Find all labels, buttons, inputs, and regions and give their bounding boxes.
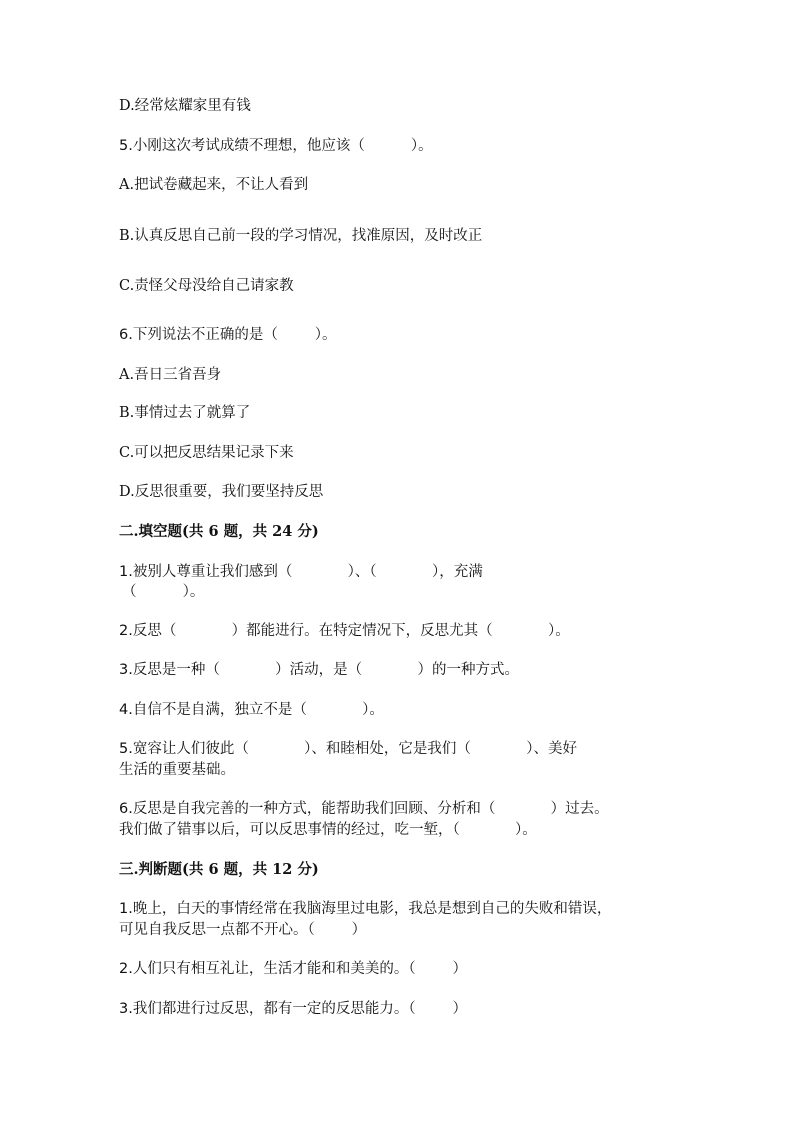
fill-item-1-line2: （ ）。 xyxy=(122,584,205,600)
fill-item-1-line1: 1.被别人尊重让我们感到（ ）、（ ），充满 xyxy=(119,564,483,580)
q4-option-d: D.经常炫耀家里有钱 xyxy=(119,98,251,114)
fill-item-3: 3.反思是一种（ ）活动，是（ ）的一种方式。 xyxy=(119,662,519,678)
section3-heading: 三.判断题(共 6 题，共 12 分) xyxy=(119,861,319,878)
q6-option-a: A.吾日三省吾身 xyxy=(119,367,222,383)
fill-item-6-line1: 6.反思是自我完善的一种方式，能帮助我们回顾、分析和（ ）过去。 xyxy=(119,801,609,817)
q5-option-b: B.认真反思自己前一段的学习情况，找准原因，及时改正 xyxy=(119,228,483,244)
section2-heading: 二.填空题(共 6 题，共 24 分) xyxy=(119,523,319,540)
fill-item-2: 2.反思（ ）都能进行。在特定情况下，反思尤其（ ）。 xyxy=(119,623,570,639)
fill-item-6-line2: 我们做了错事以后，可以反思事情的经过，吃一堑，（ ）。 xyxy=(119,822,537,838)
judge-item-1-line2: 可见自我反思一点都不开心。（ ） xyxy=(119,922,367,938)
q6-option-d: D.反思很重要，我们要坚持反思 xyxy=(119,484,324,500)
q6-option-c: C.可以把反思结果记录下来 xyxy=(119,445,294,461)
judge-item-2: 2.人们只有相互礼让，生活才能和和美美的。（ ） xyxy=(119,961,467,977)
judge-item-1-line1: 1.晚上，白天的事情经常在我脑海里过电影，我总是想到自己的失败和错误， xyxy=(119,901,612,917)
fill-item-5-line2: 生活的重要基础。 xyxy=(119,762,235,778)
q5-option-c: C.责怪父母没给自己请家教 xyxy=(119,278,294,294)
q6-option-b: B.事情过去了就算了 xyxy=(119,405,251,421)
judge-item-3: 3.我们都进行过反思，都有一定的反思能力。（ ） xyxy=(119,1001,467,1017)
q5-stem: 5.小刚这次考试成绩不理想，他应该（ ）。 xyxy=(119,138,433,154)
q5-option-a: A.把试卷藏起来，不让人看到 xyxy=(119,177,309,193)
fill-item-4: 4.自信不是自满，独立不是（ ）。 xyxy=(119,702,384,718)
fill-item-5-line1: 5.宽容让人们彼此（ ）、和睦相处，它是我们（ ）、美好 xyxy=(119,741,577,757)
q6-stem: 6.下列说法不正确的是（ ）。 xyxy=(119,327,337,343)
